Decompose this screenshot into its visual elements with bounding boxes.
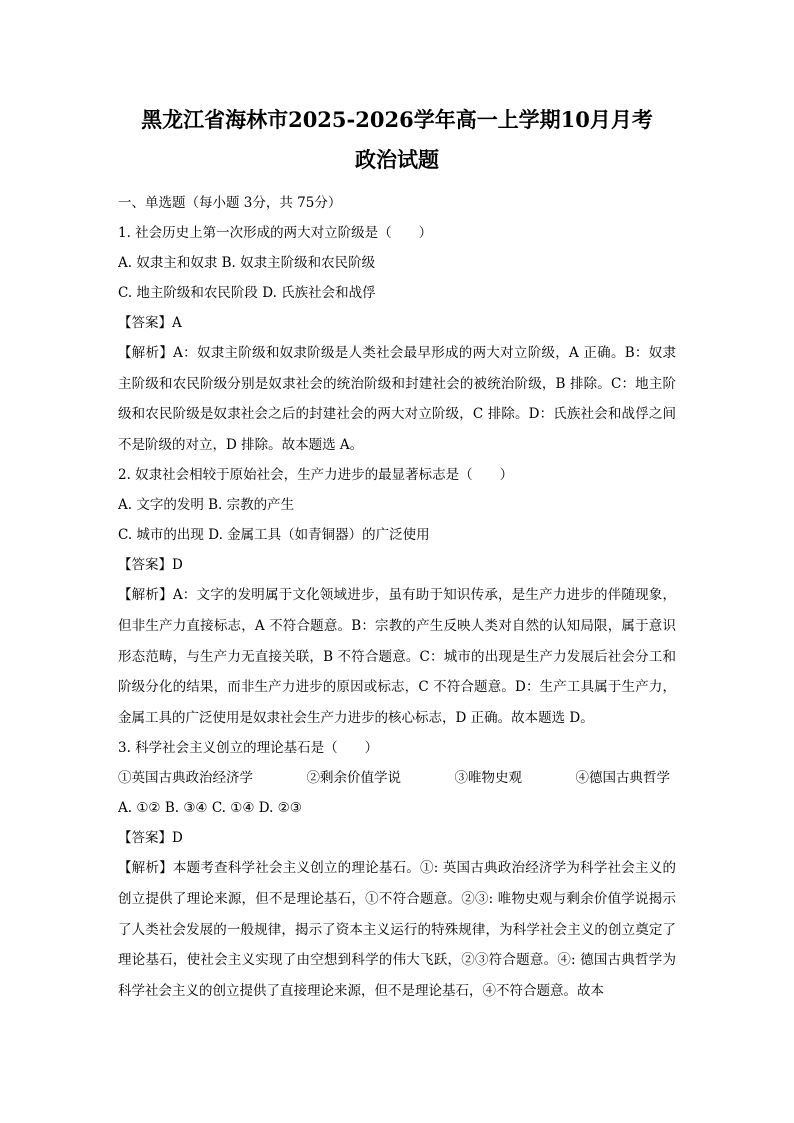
document-title: 黑龙江省海林市2025-2026学年高一上学期10月月考	[141, 107, 653, 132]
question-2	[118, 460, 676, 733]
question-analysis: 【解析】A：奴隶主阶级和奴隶阶级是人类社会最早形成的两大对立阶级，A 正确。B：奴隶主阶级和农民阶级分别是奴隶社会的统治阶级和封建社会的被统治阶级，B 排除。C：地主阶级和农民阶级是奴隶社会之后的封建社会的两大对立阶级，C 排除。D：氏族社会和战俘之间不是阶级的对立，D 排除。故本题选 A。	[118, 345, 676, 453]
question-options: C. 城市的出现 D. 金属工具（如青铜器）的广泛使用	[118, 527, 430, 544]
question-1	[118, 218, 676, 460]
question-item: ②剩余价值学说	[306, 770, 401, 787]
section-header: 一、单选题（每小题 3分，共 75分）	[118, 195, 342, 211]
document-subtitle: 政治试题	[355, 147, 439, 172]
question-item: ③唯物史观	[454, 770, 522, 787]
question-options: A. 文字的发明 B. 宗教的产生	[118, 497, 295, 514]
question-items	[118, 763, 676, 793]
question-item: ④德国古典哲学	[575, 770, 670, 787]
question-3	[118, 733, 676, 1006]
question-stem: 3. 科学社会主义创立的理论基石是（ ）	[118, 740, 379, 757]
question-answer: 【答案】D	[118, 830, 183, 847]
question-analysis: 【解析】A：文字的发明属于文化领域进步，虽有助于知识传承，是生产力进步的伴随现象，但非生产力直接标志，A 不符合题意。B：宗教的产生反映人类对自然的认知局限，属于意识形态范畴，与生产力无直接关联，B 不符合题意。C：城市的出现是生产力发展后社会分工和阶级分化的结果，而非生产力进步的原因或标志，C 不符合题意。D：生产工具属于生产力，金属工具的广泛使用是奴隶社会生产力进步的核心标志，D 正确。故本题选 D。	[118, 587, 676, 726]
question-options: C. 地主阶级和农民阶段 D. 氏族社会和战俘	[118, 285, 376, 301]
question-analysis: 【解析】本题考查科学社会主义创立的理论基石。①: 英国古典政治经济学为科学社会主义的创立提供了理论来源，但不是理论基石，①不符合题意。②③: 唯物史观与剩余价值学说揭示了人类社会发展的一般规律，揭示了资本主义运行的特殊规律，为科学社会主义的创立奠定了理论基石，使社会主义实现了由空想到科学的伟大飞跃，②③符合题意。④: 德国古典哲学为科学社会主义的创立提供了直接理论来源，但不是理论基石，④不符合题意。故本	[118, 860, 676, 999]
question-item: ①英国古典政治经济学	[118, 770, 253, 787]
question-stem: 2. 奴隶社会相较于原始社会，生产力进步的最显著标志是（ ）	[118, 467, 514, 484]
question-stem: 1. 社会历史上第一次形成的两大对立阶级是（ ）	[118, 225, 433, 241]
question-answer: 【答案】A	[118, 315, 182, 331]
question-options: A. ①② B. ③④ C. ①④ D. ②③	[118, 800, 302, 817]
document-body	[118, 188, 676, 1006]
question-options: A. 奴隶主和奴隶 B. 奴隶主阶级和农民阶级	[118, 255, 376, 271]
question-answer: 【答案】D	[118, 557, 183, 574]
